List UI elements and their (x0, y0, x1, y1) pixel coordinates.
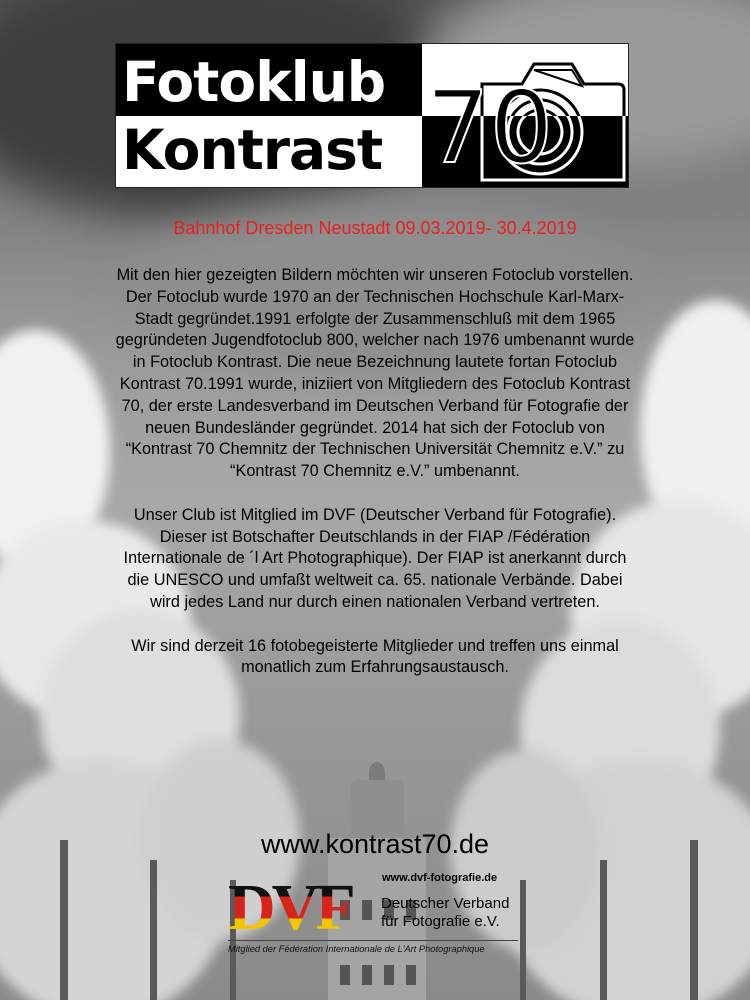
palace-window (384, 965, 394, 985)
dvf-name-line1: Deutscher Verband (381, 895, 510, 912)
tree-trunk (690, 840, 698, 1000)
intro-text (115, 265, 635, 679)
website-link[interactable]: www.kontrast70.de (260, 829, 490, 859)
tree-trunk (60, 840, 68, 1000)
paragraph-members: Wir sind derzeit 16 fotobegeisterte Mitglieder und treffen uns einmal monatlich zum Erfahrungsaustausch. (131, 636, 619, 677)
logo-line1: Fotoklub (122, 50, 386, 114)
paragraph-dvf: Unser Club ist Mitglied im DVF (Deutscher Verband für Fotografie). Dieser ist Botschafter Deutschlands in der FIAP /Fédération Internationale de ´l Art Photographique). Der FIAP ist anerkannt durch die UNESCO und umfaßt weltweit ca. 65. nationale Verbände. Dabei wird jedes Land nur durch einen nationalen Verband vertreten. (123, 505, 627, 611)
palace-window (340, 965, 350, 985)
tree-trunk (520, 880, 526, 1000)
fotoklub-logo (115, 43, 629, 188)
event-line: Bahnhof Dresden Neustadt 09.03.2019- 30.4.2019 (173, 218, 577, 238)
tree-trunk (150, 860, 157, 1000)
paragraph-history: Mit den hier gezeigten Bildern möchten wir unseren Fotoclub vorstellen. Der Fotoclub wurde 1970 an der Technischen Hochschule Karl-Marx- Stadt gegründet.1991 erfolgte der Zusammenschluß mit dem 1965 gegründeten Jugendfotoclub 800, welcher nach 1976 umbenannt wurde in Fotoclub Kontrast. Die neue Bezeichnung lautete fortan Fotoclub Kontrast 70.1991 wurde, iniziiert von Mitgliedern des Fotoclub Kontrast 70, der erste Landesverband im Deutschen Verband für Fotografie der neuen Bundesländer gegründet. 2014 hat sich der Fotoclub von “Kontrast 70 Chemnitz der Technischen Universität Chemnitz e.V.” zu “Kontrast 70 Chemnitz e.V.” umbenannt. (115, 266, 635, 481)
logo-number: 70 (426, 69, 554, 186)
palace-window (362, 965, 372, 985)
dvf-logo-text: DVF (228, 873, 352, 935)
divider (228, 940, 518, 941)
dvf-website-link[interactable]: www.dvf-fotografie.de (382, 872, 498, 884)
fiap-membership: Mitglied der Fédération Internationale de L'Art Photographique (228, 944, 485, 954)
camera-icon (422, 44, 629, 188)
palace-window (406, 965, 416, 985)
logo-word-kontrast (116, 116, 422, 188)
dvf-logo (226, 873, 376, 935)
tree-trunk (600, 860, 607, 1000)
logo-word-fotoklub (116, 44, 422, 116)
dvf-name-line2: für Fotografie e.V. (381, 913, 500, 930)
logo-line2: Kontrast (122, 118, 383, 182)
